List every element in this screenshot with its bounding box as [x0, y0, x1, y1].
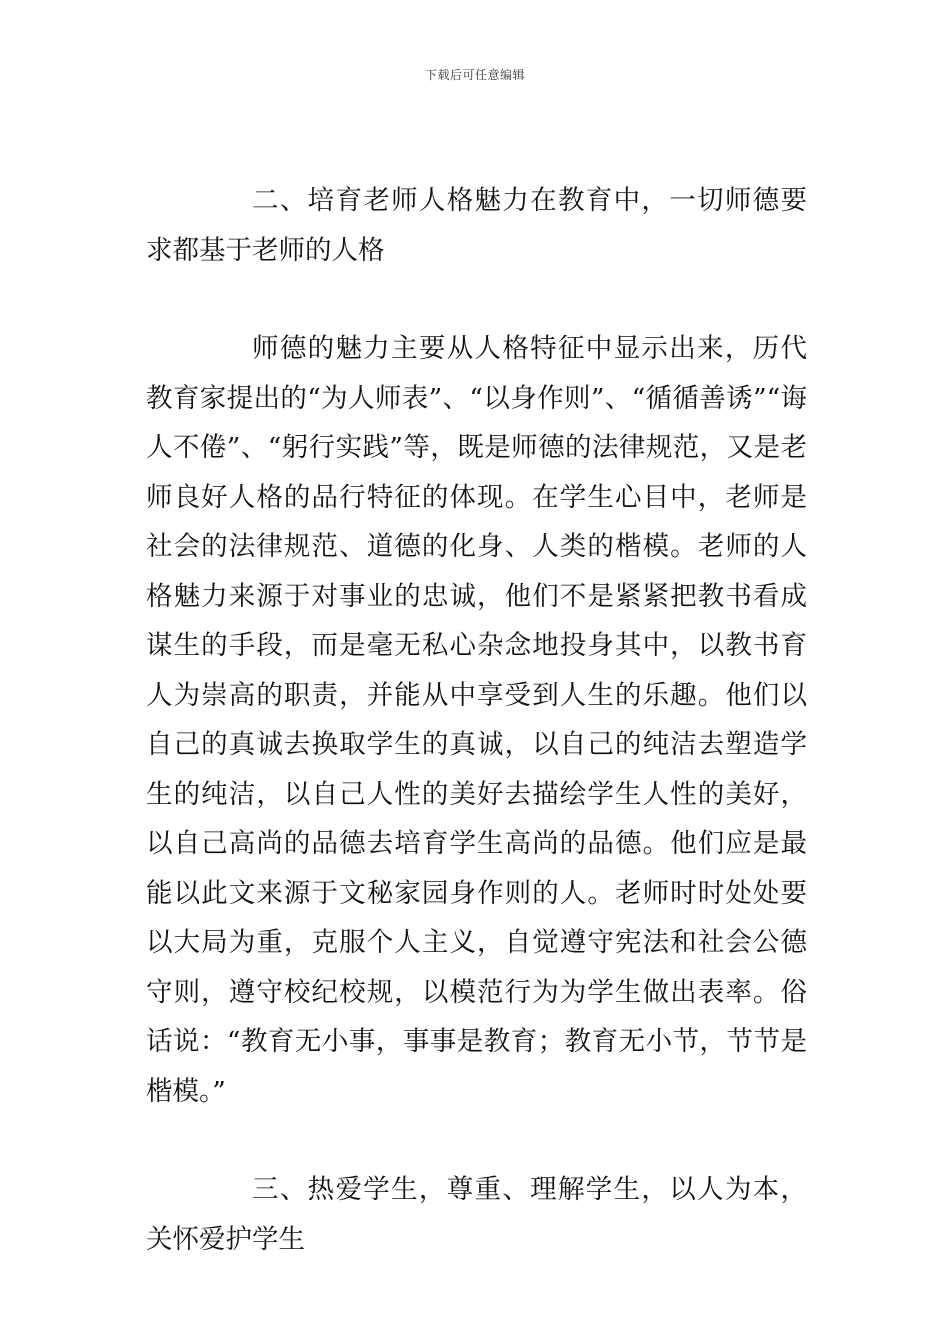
page-header-note: 下载后可任意编辑	[424, 68, 525, 82]
document-body	[146, 176, 807, 1313]
section-2-heading: 二、培育老师人格魅力在教育中，一切师德要求都基于老师的人格	[146, 185, 807, 266]
section-3-heading: 三、热爱学生，尊重、理解学生，以人为本，关怀爱护学生	[146, 1174, 807, 1255]
section-2-paragraph: 师德的魅力主要从人格特征中显示出来，历代教育家提出的“为人师表”、“以身作则”、“循循善诱”“诲人不倦”、“躬行实践”等，既是师德的法律规范，又是老师良好人格的品行特征的体现。在学生心目中，老师是社会的法律规范、道德的化身、人类的楷模。老师的人格魅力来源于对事业的忠诚，他们不是紧紧把教书看成谋生的手段，而是毫无私心杂念地投身其中，以教书育人为崇高的职责，并能从中享受到人生的乐趣。他们以自己的真诚去换取学生的真诚，以自己的纯洁去塑造学生的纯洁，以自己人性的美好去描绘学生人性的美好，以自己高尚的品德去培育学生高尚的品德。他们应是最能以此文来源于文秘家园身作则的人。老师时时处处要以大局为重，克服个人主义，自觉遵守宪法和社会公德守则，遵守校纪校规，以模范行为为学生做出表率。俗话说：“教育无小事，事事是教育；教育无小节，节节是楷模。”	[146, 333, 807, 1107]
